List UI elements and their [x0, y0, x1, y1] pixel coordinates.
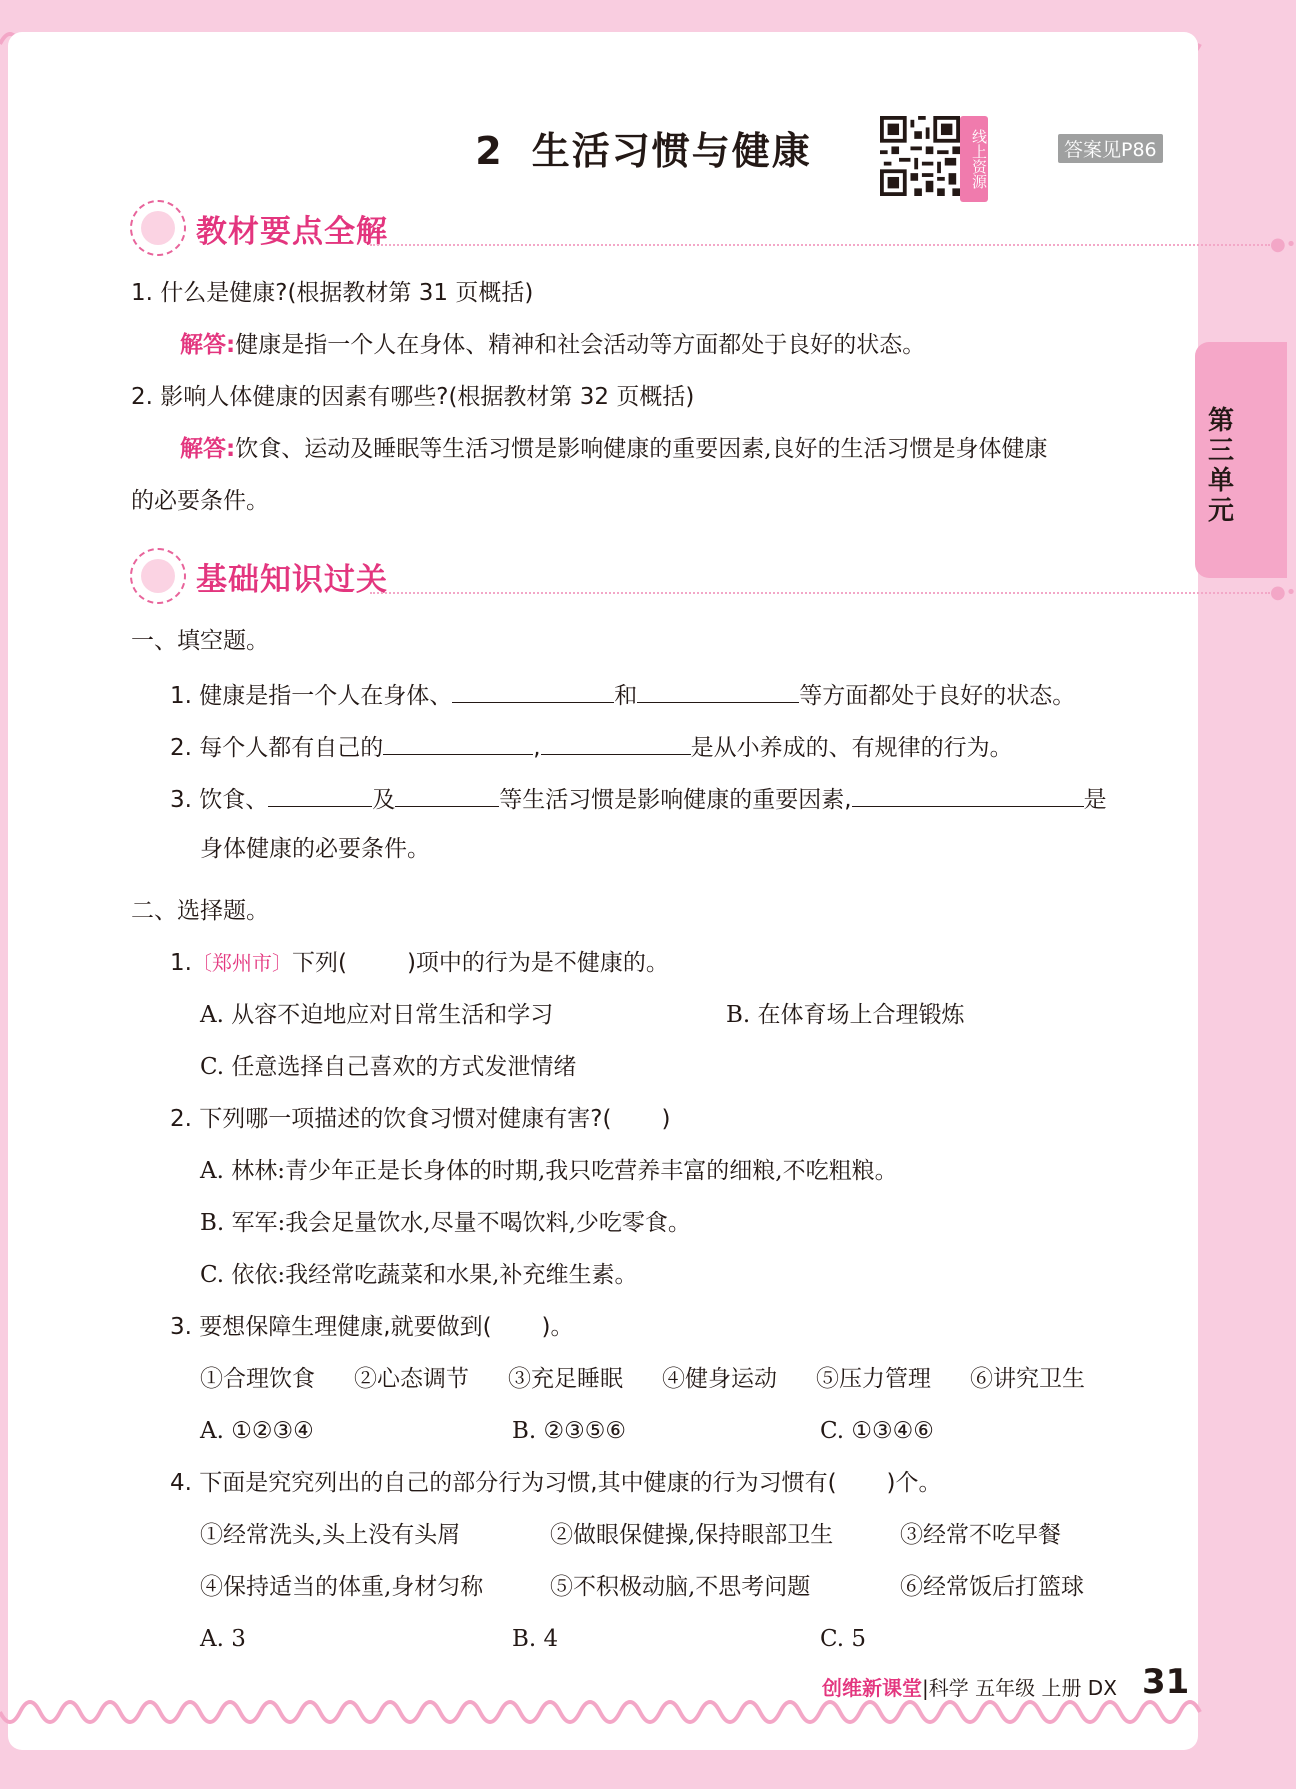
option-a[interactable]: A. 从容不迫地应对日常生活和学习 — [200, 1002, 554, 1028]
cartoon-avatar-icon — [130, 548, 186, 604]
answer-blank[interactable] — [383, 730, 533, 755]
section-header-key-points — [130, 200, 1296, 256]
q3-item: ④健身运动 — [662, 1366, 777, 1392]
option-b[interactable]: B. 4 — [512, 1626, 559, 1652]
answer-label: 解答: — [180, 332, 236, 358]
answer-reference-badge: 答案见P86 — [1058, 134, 1163, 163]
q3-item: ②心态调节 — [354, 1366, 469, 1392]
section-header-basic-knowledge — [130, 548, 1296, 604]
section-title: 基础知识过关 — [196, 562, 388, 598]
book-info: |科学 五年级 上册 DX — [922, 1676, 1117, 1700]
question-text: 1. 健康是指一个人在身体、 — [170, 683, 453, 709]
option-b[interactable]: B. ②③⑤⑥ — [512, 1418, 627, 1444]
option-b[interactable]: B. 在体育场上合理锻炼 — [726, 1002, 965, 1028]
fill-question-1 — [170, 678, 1075, 711]
question-text: ) — [661, 1106, 671, 1132]
option-c[interactable]: C. 任意选择自己喜欢的方式发泄情绪 — [200, 1054, 577, 1080]
answer-text: 饮食、运动及睡眠等生活习惯是影响健康的重要因素,良好的生活习惯是身体健康 — [235, 436, 1048, 462]
q3-item: ③充足睡眠 — [508, 1366, 623, 1392]
kp-question-2: 2. 影响人体健康的因素有哪些?(根据教材第 32 页概括) — [131, 384, 695, 410]
option-a[interactable]: A. 3 — [200, 1626, 246, 1652]
option-c[interactable]: C. 依依:我经常吃蔬菜和水果,补充维生素。 — [200, 1262, 638, 1288]
brand-name: 创维新课堂 — [822, 1676, 922, 1700]
answer-label: 解答: — [180, 436, 236, 462]
question-text: )个。 — [886, 1470, 942, 1496]
kp-answer-2-continued: 的必要条件。 — [131, 488, 269, 514]
unit-tab-label: 第三单元 — [1208, 406, 1235, 526]
question-text: 2. 下列哪一项描述的饮食习惯对健康有害?( — [170, 1106, 612, 1132]
option-a[interactable]: A. 林林:青少年正是长身体的时期,我只吃营养丰富的细粮,不吃粗粮。 — [200, 1158, 898, 1184]
fill-question-2 — [170, 730, 1013, 763]
question-text: 2. 每个人都有自己的 — [170, 735, 384, 761]
dots-icon: ●• — [1270, 234, 1296, 255]
section-divider — [370, 592, 1270, 594]
fill-question-3 — [170, 782, 1107, 815]
q4-item: ②做眼保健操,保持眼部卫生 — [550, 1522, 834, 1548]
option-a[interactable]: A. ①②③④ — [200, 1418, 314, 1444]
q4-item: ⑥经常饭后打篮球 — [900, 1574, 1084, 1600]
question-text: , — [533, 735, 541, 761]
question-text: 3. 饮食、 — [170, 787, 269, 813]
answer-blank[interactable] — [637, 678, 799, 703]
q4-item: ③经常不吃早餐 — [900, 1522, 1061, 1548]
option-c[interactable]: C. ①③④⑥ — [820, 1418, 934, 1444]
question-number: 1. — [170, 950, 192, 976]
option-c[interactable]: C. 5 — [820, 1626, 867, 1652]
fill-blank-heading: 一、填空题。 — [131, 628, 269, 654]
option-b[interactable]: B. 军军:我会足量饮水,尽量不喝饮料,少吃零食。 — [200, 1210, 691, 1236]
q4-item: ①经常洗头,头上没有头屑 — [200, 1522, 461, 1548]
lesson-title-text: 生活习惯与健康 — [531, 129, 812, 173]
choice-question-1 — [170, 948, 669, 978]
question-text: 等方面都处于良好的状态。 — [799, 683, 1076, 709]
answer-blank[interactable] — [268, 782, 372, 807]
page-number: 31 — [1142, 1662, 1190, 1702]
question-text: 是从小养成的、有规律的行为。 — [690, 735, 1013, 761]
question-text: 下列( — [291, 950, 347, 976]
choice-question-2 — [170, 1104, 670, 1134]
question-text: 和 — [614, 683, 638, 709]
region-tag: 〔郑州市〕 — [191, 951, 292, 975]
q3-item: ⑤压力管理 — [816, 1366, 931, 1392]
section-divider — [370, 244, 1270, 246]
q4-item: ⑤不积极动脑,不思考问题 — [550, 1574, 811, 1600]
q4-item: ④保持适当的体重,身材匀称 — [200, 1574, 484, 1600]
answer-blank[interactable] — [852, 782, 1084, 807]
choice-question-3 — [170, 1312, 574, 1342]
cartoon-avatar-icon — [130, 200, 186, 256]
dots-icon: ●• — [1270, 582, 1296, 603]
question-text: )项中的行为是不健康的。 — [406, 950, 669, 976]
question-text: 是 — [1083, 787, 1107, 813]
answer-blank[interactable] — [395, 782, 499, 807]
bottom-wave-border — [0, 1698, 1287, 1738]
choice-heading: 二、选择题。 — [131, 898, 269, 924]
question-text: )。 — [541, 1314, 574, 1340]
fill-question-3-continued: 身体健康的必要条件。 — [200, 836, 430, 862]
question-text: 等生活习惯是影响健康的重要因素, — [499, 787, 852, 813]
online-resource-tag[interactable]: 线上资源 — [960, 116, 988, 202]
kp-answer-2 — [180, 434, 1048, 464]
question-text: 3. 要想保障生理健康,就要做到( — [170, 1314, 492, 1340]
choice-question-4 — [170, 1468, 942, 1498]
lesson-number: 2 — [475, 129, 504, 173]
kp-answer-1 — [180, 330, 925, 360]
section-title: 教材要点全解 — [196, 214, 388, 250]
answer-blank[interactable] — [452, 678, 614, 703]
answer-blank[interactable] — [541, 730, 691, 755]
footer-info — [822, 1672, 1117, 1701]
question-text: 及 — [372, 787, 396, 813]
qr-code-icon[interactable] — [880, 116, 960, 196]
answer-text: 健康是指一个人在身体、精神和社会活动等方面都处于良好的状态。 — [235, 332, 926, 358]
q3-item: ⑥讲究卫生 — [970, 1366, 1085, 1392]
kp-question-1: 1. 什么是健康?(根据教材第 31 页概括) — [131, 280, 534, 306]
question-text: 4. 下面是究究列出的自己的部分行为习惯,其中健康的行为习惯有( — [170, 1470, 837, 1496]
q3-item: ①合理饮食 — [200, 1366, 315, 1392]
